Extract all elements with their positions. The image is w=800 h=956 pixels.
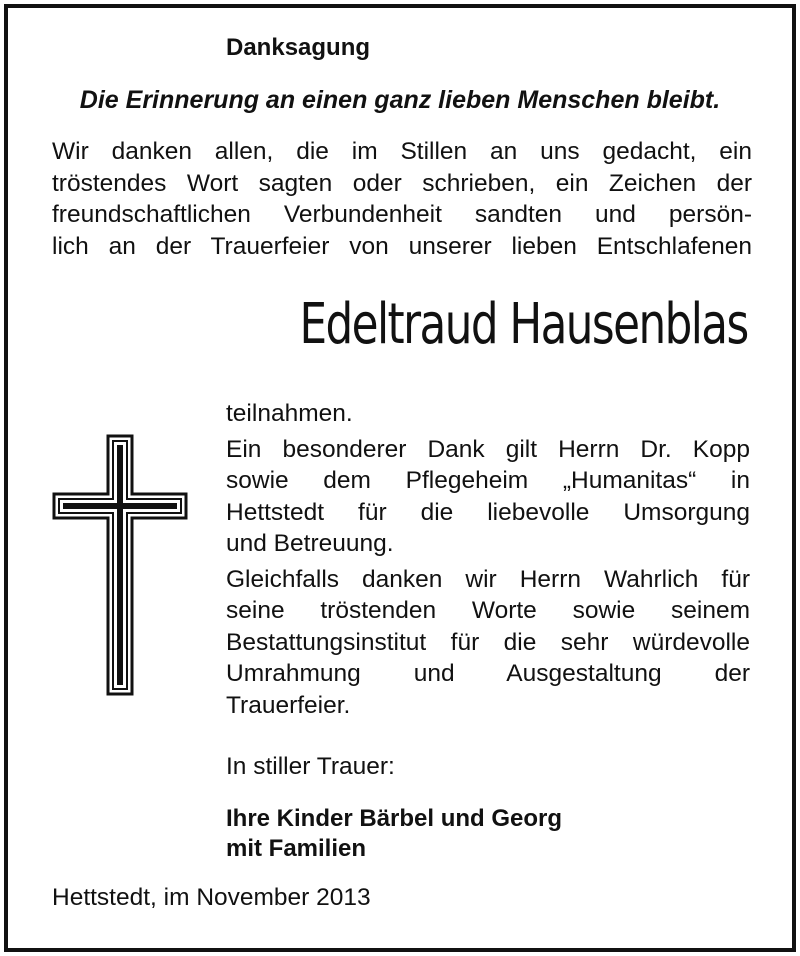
signer-line: mit Familien bbox=[226, 835, 367, 862]
text-line: Gleichfalls danken wir Herrn Wahrlich für bbox=[226, 565, 750, 593]
text-line: Hettstedt für die liebevolle Umsorgung bbox=[226, 498, 750, 526]
text-line: Ein besonderer Dank gilt Herrn Dr. Kopp bbox=[226, 435, 750, 463]
thanks-column bbox=[226, 398, 750, 783]
intro-line: lich an der Trauerfeier von unserer lieben Entschlafenen bbox=[52, 232, 752, 260]
deceased-name: Edeltraud Hausenblas bbox=[299, 292, 748, 357]
text-line: und Betreuung. bbox=[226, 530, 394, 557]
mourning-label: In stiller Trauer: bbox=[226, 753, 395, 780]
text-line: seine tröstenden Worte sowie seinem bbox=[226, 597, 750, 624]
intro-line: tröstendes Wort sagten oder schrieben, ein Zeichen der bbox=[52, 169, 752, 197]
text-line: sowie dem Pflegeheim „Humanitas“ in bbox=[226, 467, 750, 494]
after-name-text: teilnahmen. bbox=[226, 400, 353, 427]
heading: Danksagung bbox=[226, 34, 371, 61]
intro-line: Wir danken allen, die im Stillen an uns gedacht, ein bbox=[52, 138, 752, 165]
cross-icon bbox=[52, 434, 188, 696]
text-line: Trauerfeier. bbox=[226, 691, 351, 719]
signers bbox=[226, 804, 562, 864]
thanks-paragraph-2 bbox=[226, 564, 750, 722]
intro-paragraph bbox=[52, 136, 752, 262]
motto: Die Erinnerung an einen ganz lieben Menschen bleibt. bbox=[79, 86, 721, 114]
text-line: Bestattungsinstitut für die sehr würdevolle bbox=[226, 628, 750, 656]
thanks-paragraph-1 bbox=[226, 434, 750, 560]
text-line: Umrahmung und Ausgestaltung der bbox=[226, 660, 750, 687]
place-date: Hettstedt, im November 2013 bbox=[52, 884, 371, 911]
signer-line: Ihre Kinder Bärbel und Georg bbox=[226, 805, 563, 832]
intro-line: freundschaftlichen Verbundenheit sandten und persön- bbox=[52, 201, 752, 228]
